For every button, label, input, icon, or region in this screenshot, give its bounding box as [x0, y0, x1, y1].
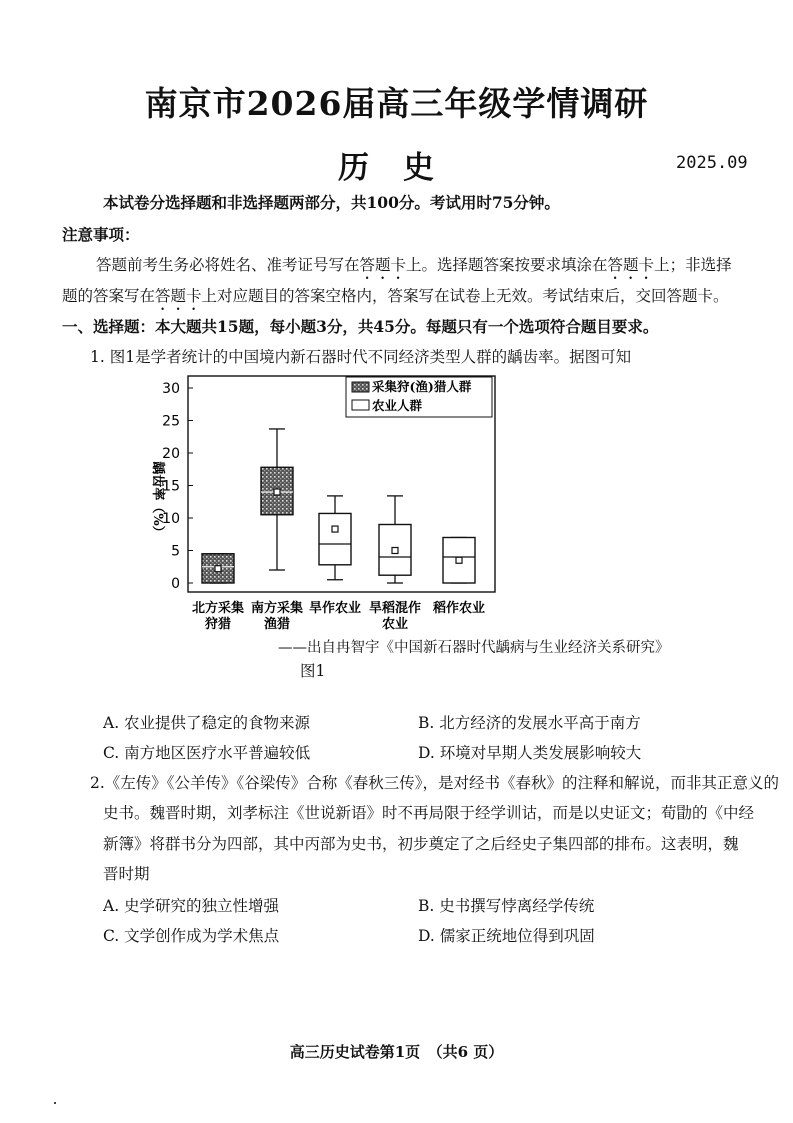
mean-marker — [392, 548, 398, 554]
q2-option-b: B. 史书撰写悖离经学传统 — [418, 897, 595, 915]
legend-label: 农业人群 — [372, 398, 423, 413]
exam-info: 本试卷分选择题和非选择题两部分，共100分。考试用时75分钟。 — [103, 193, 560, 212]
x-category-label: 渔猎 — [263, 617, 291, 632]
y-tick-label: 0 — [171, 576, 180, 592]
notice-title: 注意事项： — [62, 225, 140, 244]
answer-card-emphasis: 答题卡 — [155, 287, 202, 305]
q1-stem: 1. 图1是学者统计的中国境内新石器时代不同经济类型人群的龋齿率。据图可知 — [90, 348, 632, 366]
notice-text: 上。选择题答案按要求填涂在 — [406, 256, 608, 274]
q2-line-4: 晋时期 — [103, 865, 150, 883]
notice-line-1 — [96, 253, 732, 283]
legend-swatch — [352, 400, 369, 410]
answer-card-emphasis: 答题卡 — [607, 256, 655, 274]
y-tick-label: 30 — [162, 381, 180, 397]
q2-option-a: A. 史学研究的独立性增强 — [103, 897, 280, 915]
y-axis-label: 龋齿率（%） — [150, 461, 165, 539]
q1-option-c: C. 南方地区医疗水平普遍较低 — [103, 744, 311, 762]
q2-option-d: D. 儒家正统地位得到巩固 — [418, 927, 595, 945]
box — [319, 513, 351, 564]
x-category-label: 农业 — [381, 617, 409, 632]
x-category-label: 南方采集 — [250, 601, 304, 616]
x-category-label: 旱稻混作 — [368, 601, 422, 616]
q2-line-3: 新簿》将群书分为四部，其中丙部为史书，初步奠定了之后经史子集四部的排布。这表明，魏 — [103, 835, 739, 853]
caries-box-chart — [150, 372, 500, 637]
mean-marker — [456, 557, 462, 563]
mean-marker — [332, 526, 338, 532]
y-tick-label: 25 — [162, 413, 180, 430]
legend-swatch — [352, 382, 369, 392]
y-tick-label: 10 — [162, 511, 180, 527]
mean-marker — [215, 566, 221, 572]
q1-option-a: A. 农业提供了稳定的食物来源 — [103, 714, 311, 732]
q2-line-1: 2.《左传》《公羊传》《谷梁传》合称《春秋三传》，是对经书《春秋》的注释和解说，而非其正意义的 — [90, 774, 780, 792]
y-tick-label: 5 — [171, 543, 180, 560]
x-category-label: 北方采集 — [191, 601, 245, 616]
legend-label: 采集狩(渔)猎人群 — [372, 379, 472, 394]
page-title: 南京市2026届高三年级学情调研 — [144, 84, 649, 123]
q1-option-d: D. 环境对早期人类发展影响较大 — [418, 744, 642, 762]
q2-option-c: C. 文学创作成为学术焦点 — [103, 927, 280, 945]
q1-option-b: B. 北方经济的发展水平高于南方 — [418, 714, 641, 732]
notice-line-2 — [62, 284, 729, 314]
notice-text: 上对应题目的答案空格内，答案写在试卷上无效。考试结束后，交回答题卡。 — [201, 287, 729, 305]
figure-source: ——出自冉智宇《中国新石器时代龋病与生业经济关系研究》 — [278, 640, 670, 656]
figure-label: 图1 — [300, 662, 326, 680]
exam-date: 2025.09 — [676, 153, 748, 173]
notice-text: 题的答案写在 — [62, 287, 156, 305]
mean-marker — [274, 489, 280, 495]
x-category-label: 稻作农业 — [432, 601, 486, 616]
x-category-label: 旱作农业 — [308, 601, 362, 616]
answer-card-emphasis: 答题卡 — [359, 256, 407, 274]
section-heading: 一、选择题：本大题共15题，每小题3分，共45分。每题只有一个选项符合题目要求。 — [62, 317, 659, 336]
q2-line-2: 史书。魏晋时期，刘孝标注《世说新语》时不再局限于经学训诂，而是以史证文；荀勖的《中经 — [103, 804, 755, 822]
notice-text: 上；非选择 — [654, 256, 732, 274]
y-tick-label: 20 — [162, 446, 180, 462]
notice-text: 答题前考生务必将姓名、准考证号写在 — [96, 256, 360, 274]
subject-title: 历史 — [338, 150, 468, 186]
scan-speck — [54, 1102, 56, 1104]
x-category-label: 狩猎 — [204, 617, 232, 632]
y-tick-label: 15 — [162, 478, 180, 495]
page-footer: 高三历史试卷第1页 （共6 页） — [289, 1043, 504, 1061]
